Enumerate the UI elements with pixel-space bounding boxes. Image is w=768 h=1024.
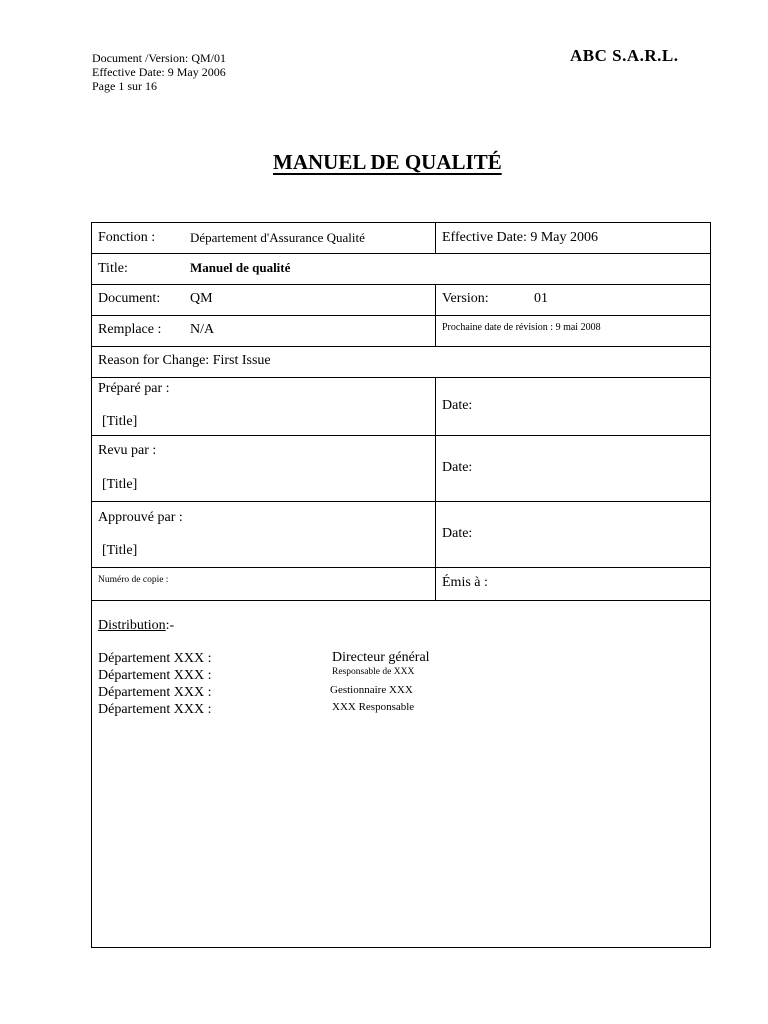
- column-divider: [435, 284, 436, 346]
- fonction-label: Fonction :: [98, 230, 156, 245]
- doc-version-text: Document /Version: QM/01: [92, 51, 226, 65]
- distribution-role: XXX Responsable: [332, 701, 415, 713]
- company-name: ABC S.A.R.L.: [570, 46, 679, 65]
- distribution-role: Directeur général: [332, 650, 430, 665]
- distribution-heading: [98, 618, 174, 634]
- row-divider: [91, 435, 711, 436]
- approved-by-label: Approuvé par :: [98, 510, 183, 525]
- approved-by-title: [Title]: [102, 543, 138, 558]
- page-title: MANUEL DE QUALITÉ: [273, 150, 502, 174]
- remplace-label: Remplace :: [98, 322, 162, 337]
- row-divider: [91, 567, 711, 568]
- remplace-value: N/A: [190, 322, 215, 337]
- reviewed-date-label: Date:: [442, 460, 473, 475]
- row-divider: [91, 346, 711, 347]
- title-value: Manuel de qualité: [190, 260, 291, 275]
- distribution-dept: Département XXX :: [98, 651, 212, 666]
- reviewed-by-title: [Title]: [102, 477, 138, 492]
- row-divider: [91, 284, 711, 285]
- row-divider: [91, 377, 711, 378]
- version-label: Version:: [442, 291, 489, 306]
- prepared-by-label: Préparé par :: [98, 381, 170, 396]
- distribution-dept: Département XXX :: [98, 685, 212, 700]
- next-revision-date: Prochaine date de révision : 9 mai 2008: [442, 322, 601, 333]
- issued-to-label: Émis à :: [442, 575, 488, 590]
- distribution-heading-suffix: :-: [165, 618, 175, 633]
- fonction-value: Département d'Assurance Qualité: [190, 230, 365, 245]
- distribution-role: Gestionnaire XXX: [330, 684, 413, 696]
- column-divider: [435, 377, 436, 600]
- prepared-date-label: Date:: [442, 398, 473, 413]
- column-divider: [435, 222, 436, 253]
- row-divider: [91, 501, 711, 502]
- distribution-role: Responsable de XXX: [332, 667, 415, 677]
- row-divider: [91, 253, 711, 254]
- row-divider: [91, 315, 711, 316]
- document-label: Document:: [98, 291, 161, 306]
- copy-number-label: Numéro de copie :: [98, 575, 169, 585]
- distribution-dept: Département XXX :: [98, 702, 212, 717]
- reason-for-change: Reason for Change: First Issue: [98, 353, 271, 368]
- version-value: 01: [534, 291, 548, 306]
- title-label: Title:: [98, 261, 128, 276]
- distribution-dept: Département XXX :: [98, 668, 212, 683]
- row-divider: [91, 600, 711, 601]
- page-number-text: Page 1 sur 16: [92, 79, 157, 93]
- distribution-heading-text: Distribution: [98, 618, 166, 633]
- document-info-table: [91, 222, 711, 948]
- reviewed-by-label: Revu par :: [98, 443, 157, 458]
- effective-date-cell: Effective Date: 9 May 2006: [442, 230, 599, 245]
- prepared-by-title: [Title]: [102, 414, 138, 429]
- document-value: QM: [190, 291, 213, 306]
- effective-date-header: Effective Date: 9 May 2006: [92, 65, 226, 79]
- approved-date-label: Date:: [442, 526, 473, 541]
